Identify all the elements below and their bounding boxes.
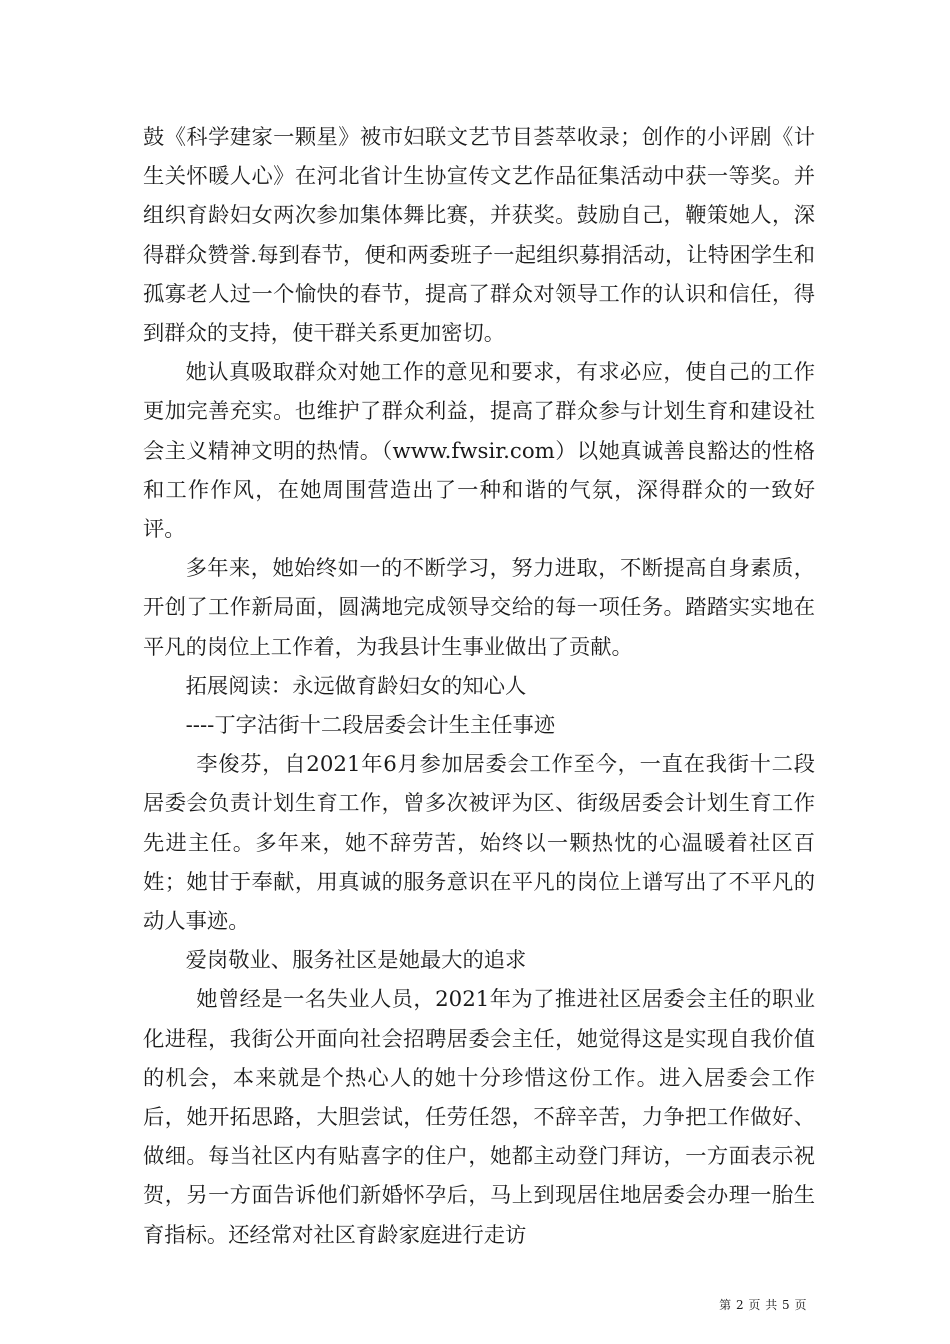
page-number: 第 2 页 共 5 页 <box>719 1298 807 1312</box>
body-text <box>143 118 815 1255</box>
extended-reading-title: 拓展阅读：永远做育龄妇女的知心人 <box>185 673 527 699</box>
paragraph-career: 她曾经是一名失业人员，2021年为了推进社区居委会主任的职业化进程，我街公开面向社会招聘居委会主任，她觉得这是实现自我价值的机会，本来就是个热心人的她十分珍惜这份工作。进入居委会工作后，她开拓思路，大胆尝试，任劳任怨，不辞辛苦，力争把工作做好、做细。每当社区内有贴喜字的住户，她都主动登门拜访，一方面表示祝贺，另一方面告诉他们新婚怀孕后，马上到现居住地居委会办理一胎生育指标。还经常对社区育龄家庭进行走访 <box>143 987 815 1248</box>
section-heading: 爱岗敬业、服务社区是她最大的追求 <box>185 948 527 974</box>
paragraph-summary: 多年来，她始终如一的不断学习，努力进取，不断提高自身素质，开创了工作新局面，圆满地完成领导交给的每一项任务。踏踏实实地在平凡的岗位上工作着，为我县计生事业做出了贡献。 <box>143 556 815 660</box>
paragraph-feedback: 她认真吸取群众对她工作的意见和要求，有求必应，使自己的工作更加完善充实。也维护了群众利益，提高了群众参与计划生育和建设社会主义精神文明的热情。（www.fwsir.com）以她真诚善良豁达的性格和工作作风，在她周围营造出了一种和谐的气氛，深得群众的一致好评。 <box>143 360 815 543</box>
paragraph-intro: 李俊芬，自2021年6月参加居委会工作至今，一直在我街十二段居委会负责计划生育工作，曾多次被评为区、街级居委会计划生育工作先进主任。多年来，她不辞劳苦，始终以一颗热忱的心温暖着社区百姓；她甘于奉献，用真诚的服务意识在平凡的岗位上谱写出了不平凡的动人事迹。 <box>143 752 815 935</box>
paragraph-continuation: 鼓《科学建家一颗星》被市妇联文艺节目荟萃收录；创作的小评剧《计生关怀暖人心》在河北省计生协宣传文艺作品征集活动中获一等奖。并组织育龄妇女两次参加集体舞比赛，并获奖。鼓励自己，鞭策她人，深得群众赞誉.每到春节，便和两委班子一起组织募捐活动，让特困学生和孤寡老人过一个愉快的春节，提高了群众对领导工作的认识和信任，得到群众的支持，使干群关系更加密切。 <box>143 125 815 347</box>
extended-reading-subtitle: ----丁字沽街十二段居委会计生主任事迹 <box>185 713 556 739</box>
